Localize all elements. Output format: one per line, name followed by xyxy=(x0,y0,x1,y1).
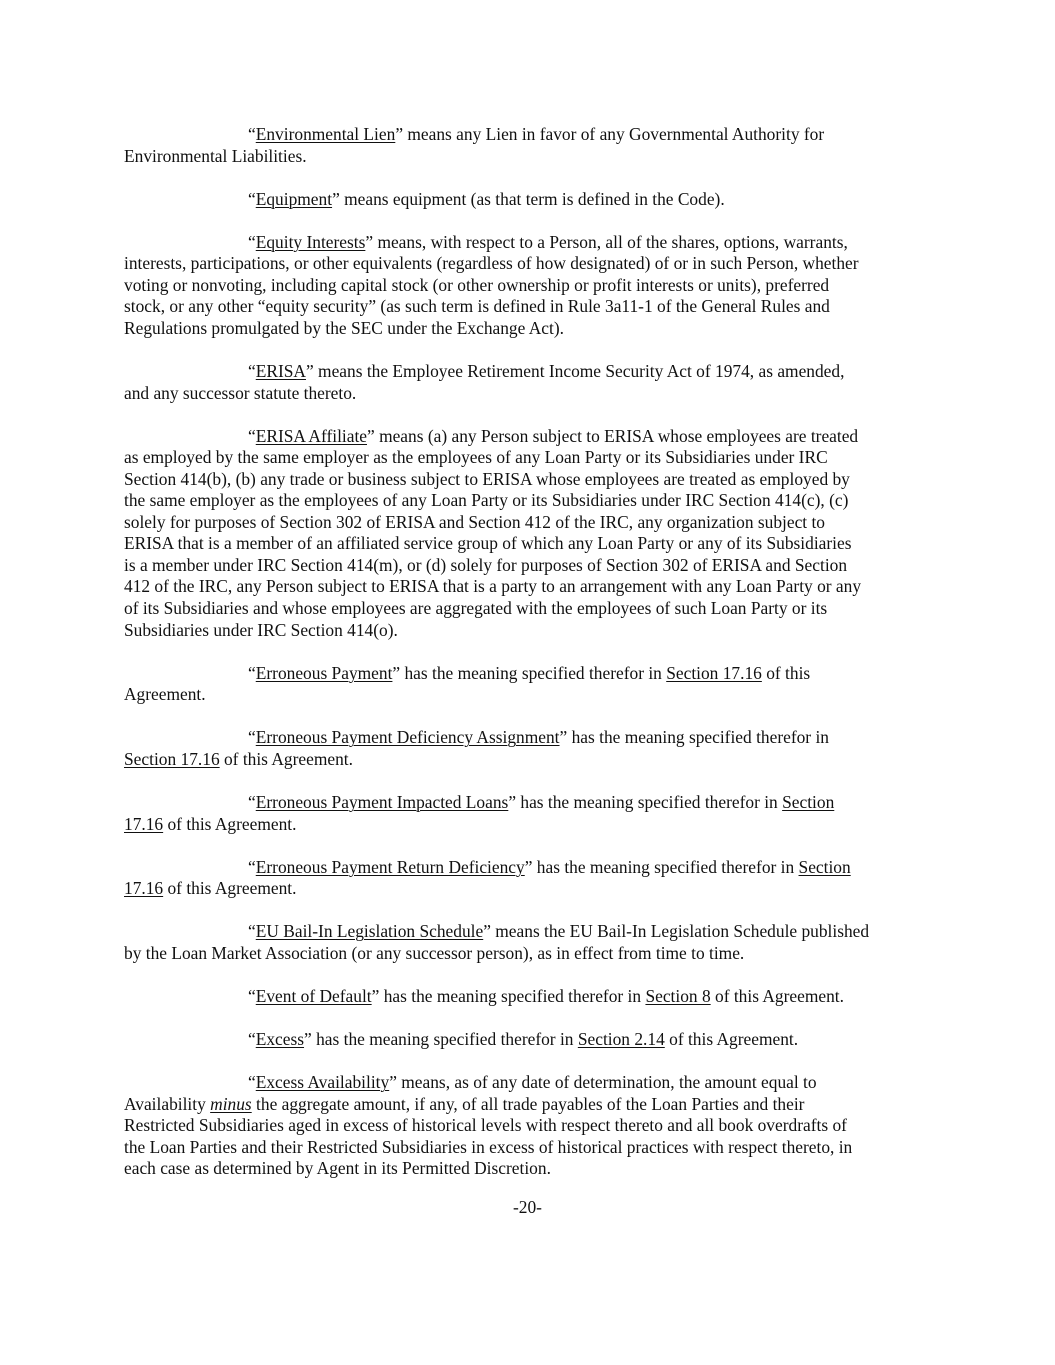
definition-erisa xyxy=(124,361,934,404)
defined-term: Equipment xyxy=(255,188,333,209)
defined-term: ERISA xyxy=(255,361,306,382)
text-segment: “ xyxy=(248,1072,256,1093)
text-segment: Restricted Subsidiaries aged in excess of historical levels with respect thereto and all book overdrafts of xyxy=(124,1115,847,1136)
definition-equipment xyxy=(124,189,934,211)
defined-term: Erroneous Payment Impacted Loans xyxy=(255,791,509,812)
definition-equity-interests xyxy=(124,232,934,340)
text-line xyxy=(124,986,934,1008)
text-line xyxy=(124,1072,934,1094)
text-line xyxy=(124,383,934,405)
text-line xyxy=(124,1137,934,1159)
definition-erroneous-payment-impacted-loans xyxy=(124,792,934,835)
text-line xyxy=(124,490,934,512)
text-line xyxy=(124,878,934,900)
text-line xyxy=(124,555,934,577)
text-segment: solely for purposes of Section 302 of ERISA and Section 412 of the IRC, any organization subject to xyxy=(124,511,825,532)
text-line xyxy=(124,576,934,598)
definition-erroneous-payment-return-deficiency xyxy=(124,857,934,900)
text-segment: “ xyxy=(248,1028,256,1049)
text-line xyxy=(124,620,934,642)
definition-excess-availability xyxy=(124,1072,934,1180)
text-segment: of this Agreement. xyxy=(219,748,353,769)
section-reference: Section xyxy=(782,791,835,812)
text-line xyxy=(124,189,934,211)
defined-term: Erroneous Payment Deficiency Assignment xyxy=(255,727,560,748)
text-segment: of this xyxy=(761,662,811,683)
text-line xyxy=(124,533,934,555)
definition-erroneous-payment-deficiency-assignment xyxy=(124,727,934,770)
text-segment: ” has the meaning specified therefor in xyxy=(304,1028,578,1049)
text-segment: Agreement. xyxy=(124,684,206,705)
text-line xyxy=(124,943,934,965)
text-segment: Environmental Liabilities. xyxy=(124,145,307,166)
text-segment: the Loan Parties and their Restricted Subsidiaries in excess of historical practices with respect thereto, in xyxy=(124,1136,853,1157)
text-segment: ERISA that is a member of an affiliated service group of which any Loan Party or any of its Subsidiaries xyxy=(124,533,852,554)
text-line xyxy=(124,598,934,620)
defined-term: EU Bail-In Legislation Schedule xyxy=(255,921,484,942)
section-reference: 17.16 xyxy=(124,878,164,899)
text-line xyxy=(124,1158,934,1180)
text-segment: “ xyxy=(248,188,256,209)
text-segment: 412 of the IRC, any Person subject to ERISA that is a party to an arrangement with any Loan Party or any xyxy=(124,576,862,597)
text-line xyxy=(124,663,934,685)
defined-term: Excess xyxy=(255,1028,305,1049)
text-segment: of this Agreement. xyxy=(710,985,844,1006)
section-reference: Section 17.16 xyxy=(666,662,762,683)
defined-term: ERISA Affiliate xyxy=(255,425,367,446)
text-segment: ” means (a) any Person subject to ERISA whose employees are treated xyxy=(367,425,859,446)
text-line xyxy=(124,512,934,534)
text-segment: ” means the EU Bail-In Legislation Schedule published xyxy=(483,921,870,942)
text-segment: ” has the meaning specified therefor in xyxy=(559,727,829,748)
text-segment: “ xyxy=(248,727,256,748)
text-line xyxy=(124,1094,934,1116)
text-segment: Section 414(b), (b) any trade or business subject to ERISA whose employees are treated as employed by xyxy=(124,468,850,489)
text-segment: stock, or any other “equity security” (as such term is defined in Rule 3a11-1 of the General Rules and xyxy=(124,296,830,317)
defined-term: Environmental Lien xyxy=(255,124,396,144)
text-line xyxy=(124,296,934,318)
text-line xyxy=(124,792,934,814)
text-line xyxy=(124,1029,934,1051)
text-segment: interests, participations, or other equivalents (regardless of how designated) of or in such Person, whether xyxy=(124,253,859,274)
text-line xyxy=(124,232,934,254)
text-segment: ” has the meaning specified therefor in xyxy=(524,856,799,877)
defined-term: Erroneous Payment Return Deficiency xyxy=(255,856,525,877)
text-segment: of this Agreement. xyxy=(163,813,297,834)
text-line xyxy=(124,361,934,383)
definition-erisa-affiliate xyxy=(124,426,934,641)
text-segment: “ xyxy=(248,662,256,683)
text-segment: as employed by the same employer as the employees of any Loan Party or its Subsidiaries under IRC xyxy=(124,447,828,468)
text-segment: of its Subsidiaries and whose employees are aggregated with the employees of such Loan Party or its xyxy=(124,598,828,619)
text-segment: by the Loan Market Association (or any successor person), as in effect from time to time. xyxy=(124,942,745,963)
text-line xyxy=(124,124,934,146)
text-segment: ” means the Employee Retirement Income Security Act of 1974, as amended, xyxy=(305,361,845,382)
text-line xyxy=(124,275,934,297)
defined-term: Erroneous Payment xyxy=(255,662,393,683)
defined-term: Excess Availability xyxy=(255,1072,390,1093)
defined-term: Equity Interests xyxy=(255,231,366,252)
text-segment: is a member under IRC Section 414(m), or (d) solely for purposes of Section 302 of ERISA and Section xyxy=(124,554,848,575)
definition-eu-bail-in-legislation-schedule xyxy=(124,921,934,964)
text-segment: ” means any Lien in favor of any Governmental Authority for xyxy=(395,124,825,144)
text-segment: “ xyxy=(248,856,256,877)
text-line xyxy=(124,426,934,448)
text-segment: “ xyxy=(248,921,256,942)
text-segment: the same employer as the employees of any Loan Party or its Subsidiaries under IRC Section 414(c), (c) xyxy=(124,490,849,511)
text-line xyxy=(124,146,934,168)
text-segment: of this Agreement. xyxy=(163,878,297,899)
text-line xyxy=(124,253,934,275)
definition-erroneous-payment xyxy=(124,663,934,706)
text-segment: “ xyxy=(248,124,256,144)
section-reference: Section 8 xyxy=(645,985,711,1006)
text-segment: “ xyxy=(248,985,256,1006)
text-segment: ” has the meaning specified therefor in xyxy=(371,985,646,1006)
text-line xyxy=(124,1115,934,1137)
section-reference: 17.16 xyxy=(124,813,164,834)
text-line xyxy=(124,469,934,491)
defined-term: Event of Default xyxy=(255,985,372,1006)
text-segment: the aggregate amount, if any, of all trade payables of the Loan Parties and their xyxy=(251,1093,805,1114)
section-reference: Section 17.16 xyxy=(124,748,220,769)
text-line xyxy=(124,857,934,879)
text-line xyxy=(124,921,934,943)
text-line xyxy=(124,447,934,469)
text-segment: Availability xyxy=(124,1093,211,1114)
document-body xyxy=(124,124,934,1201)
definition-environmental-lien xyxy=(124,124,934,167)
text-segment: each case as determined by Agent in its Permitted Discretion. xyxy=(124,1158,551,1179)
text-segment: and any successor statute thereto. xyxy=(124,382,357,403)
text-segment: ” means equipment (as that term is defined in the Code). xyxy=(332,188,725,209)
text-line xyxy=(124,727,934,749)
text-segment: Regulations promulgated by the SEC under the Exchange Act). xyxy=(124,317,564,338)
definition-excess xyxy=(124,1029,934,1051)
text-line xyxy=(124,814,934,836)
text-segment: “ xyxy=(248,425,256,446)
text-segment: of this Agreement. xyxy=(664,1028,799,1049)
text-segment: ” has the meaning specified therefor in xyxy=(508,791,783,812)
text-line xyxy=(124,749,934,771)
section-reference: Section 2.14 xyxy=(577,1028,665,1049)
text-segment: “ xyxy=(248,231,256,252)
section-reference: Section xyxy=(798,856,851,877)
text-segment: ” has the meaning specified therefor in xyxy=(392,662,667,683)
page-number: -20- xyxy=(513,1197,542,1217)
text-segment: “ xyxy=(248,791,256,812)
text-line xyxy=(124,684,934,706)
emphasis: minus xyxy=(210,1093,252,1114)
definition-event-of-default xyxy=(124,986,934,1008)
text-segment: ” means, as of any date of determination, the amount equal to xyxy=(389,1072,817,1093)
text-line xyxy=(124,318,934,340)
text-segment: voting or nonvoting, including capital stock (or other ownership or profit interests or units), preferred xyxy=(124,274,830,295)
text-segment: Subsidiaries under IRC Section 414(o). xyxy=(124,619,398,640)
text-segment: ” means, with respect to a Person, all of the shares, options, warrants, xyxy=(365,231,848,252)
text-segment: “ xyxy=(248,361,256,382)
